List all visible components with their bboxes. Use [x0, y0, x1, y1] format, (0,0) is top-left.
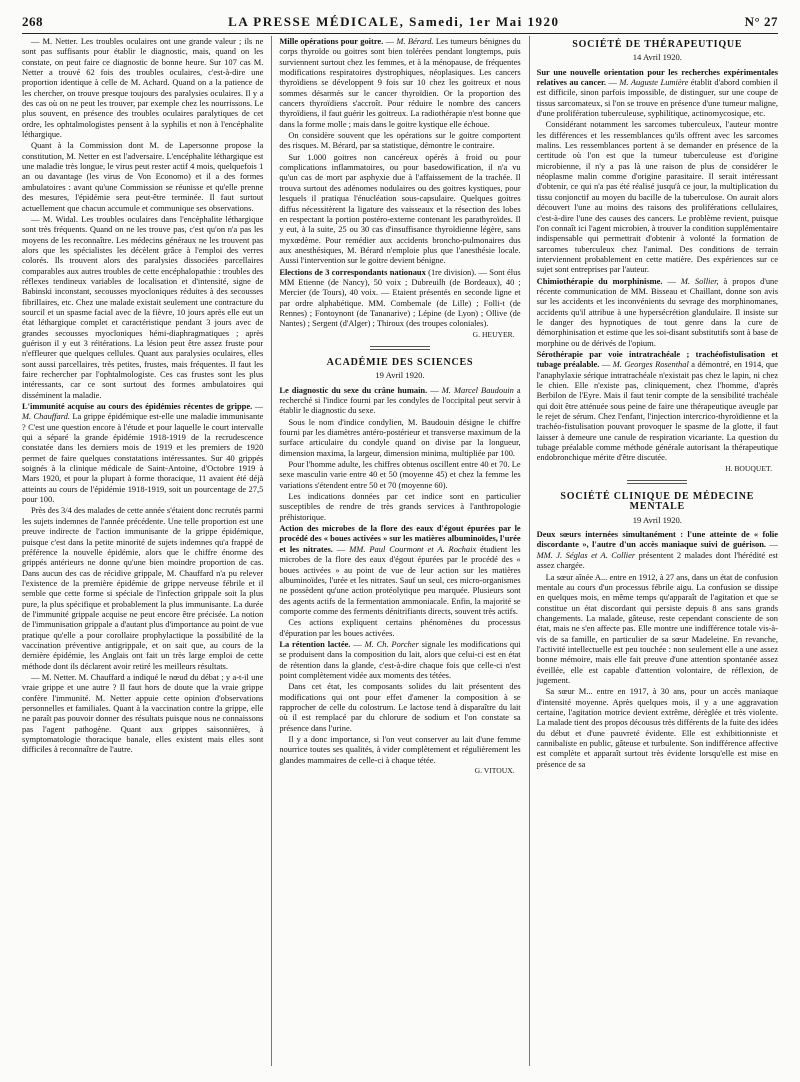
section-title: SOCIÉTÉ DE THÉRAPEUTIQUE — [572, 39, 743, 50]
article-text: présentent 2 malades dont l'hérédité est assez chargée. — [536, 549, 778, 571]
paragraph: — M. Netter. M. Chauffard a indiqué le nœud du débat ; y a-t-il une vraie grippe et une autre ? Il faut hors de doute que la vraie grippe confère l'immunité. M. Netter appuie cette opinion d'observations personnelles et familiales. Quant à la vaccination contre la grippe, elle ne paraît pas pouvoir donner des résultats puisque nous ne connaissons pas l'agent pathogène. Quant aux grippes saisonnières, à symptomatologie thoracique banale, elles existent mais elles sont difficiles à reconnaître de l'autre. — [22, 671, 264, 755]
article-author: M. Bérard. — [396, 36, 434, 46]
article-text: a démontré, en 1914, que l'anaphylaxie sérique intratrachéale n'existait pas chez le lapin, ni chez le chien. Elle n'existe pas, cliniquement, chez l'homme, d'après Berbilon de l'Eyre. Mais il faut tenir compte de la sensibilité trachéale qui doit être atténuée sous peine de faire une thérapeutique aveugle par le rejet de sérum. Chez l'enfant, l'injection intercrico-thyroïdienne et la trachéo-fistulisation pouvant provoquer le spasme de la glotte, il faut laisser à demeure une canule de respiration vicariante. La question du tubage préalable comme méthode générale autorisant la thérapeutique endobronchique mérite d'être discutée. — [536, 359, 778, 463]
article-title: Deux sœurs internées simultanément : l'une atteinte de « folie discordante », l'autre d'un accès maniaque suivi de guérison. — [536, 529, 778, 550]
signature: G. VITOUX. — [474, 766, 515, 776]
section-date: 19 Avril 1920. — [632, 514, 682, 525]
header-rule — [22, 33, 778, 34]
article-text: étudient les microbes de la flore des eaux d'égout épurées par le procédé des « boues activées » au point de vue de leur action sur les matières albuminoïdes, l'urée et les nitrates. Sauf un seul, ces micro-organismes ne possèdent qu'une action protéolytique peu marquée. Plusieurs sont des agents actifs de la fermentation ammoniacale. Enfin, la majorité se comporte comme des ferments dénitrifiants directs, souvent très actifs. — [279, 543, 521, 616]
article-author: M. Auguste Lumière — [619, 77, 689, 88]
paragraph: — M. Netter. Les troubles oculaires ont une grande valeur ; ils ne sont pas suffisants pour établir le diagnostic, mais, quand on les constate, on peut faire ce diagnostic de bonne heure. Sur 107 cas M. Netter a trouvé 62 fois des troubles oculaires, c'est-à-dire une proportion identique à celle de M. Achard. Quand on a la patience de les chercher, on trouve presque toujours des paralysies oculaires. Il y a des cas où on ne peut les trouver, par exemple chez les nourrissons. Le plus souvent, en présence des troubles oculaires paralytiques de cet ordre, les ophtalmologistes pensent à la syphilis et non à l'encéphalite léthargique. — [22, 36, 264, 140]
article-retention: La rétention lactée. — M. Ch. Porcher signale les modifications qui se produisent dans la composition du lait, alors que celui-ci est en état de rétention dans la glande, c'est-à-dire chaque fois que celle-ci n'est point complètement vidée aux moments des tétées. — [279, 638, 521, 680]
paragraph: Considérant notamment les sarcomes tuberculeux, l'auteur montre les différences et les ressemblances qu'ils offrent avec les sarcomes malins. Les ressemblances portent à se demander en présence de la certitude où l'on est que la tumeur tuberculeuse est d'origine microbienne, il n'y a pas là une raison de plus de considérer le néoplasme malin comme d'origine parasitaire. Il serait intéressant d'obtenir, ce qui n'a pas été réalisé jusqu'à ce jour, la multiplication du tissu conjonctif au moyen du bacille de la tuberculose. On aurait alors découvert l'une au moins des raisons des proliférations cellulaires, c'est-à-dire l'une des causes des cancers. Le problème revient, puisque l'on connaît ici l'agent microbien, à trouver la condition supplémentaire indispensable qui permettrait d'obtenir à volonté la formation de sarcomes tuberculeux chez l'animal. Des conditions de terrain interviennent probablement en cette matière. Des expériences sur ce sujet sont entreprises par l'auteur. — [536, 119, 778, 275]
article-author: M. Sollier, — [680, 275, 719, 286]
paragraph: Il y a donc importance, si l'on veut conserver au lait d'une femme nourrice toutes ses qualités, à vider complètement et régulièrement les glandes mammaires de celle-ci à chaque tétée. — [279, 734, 521, 765]
signature: G. HEUYER. — [472, 329, 515, 339]
paragraph: Dans cet état, les composants solides du lait présentent des modifications qui ont pour effet d'amener la composition à se rapprocher de celle du colostrum. Le lactose tend à disparaître du lait où il est remplacé par du chlorure de sodium et l'on constate sa présence dans l'urine. — [279, 681, 521, 733]
article-author: M. Marcel Baudouin — [441, 384, 514, 395]
article-elections — [279, 267, 520, 329]
paragraph: Sur 1.000 goitres non cancéreux opérés à froid ou pour complications inflammatoires, ou pour basedowification, il n'a vu qu'un cas de mort par asphyxie due à l'affaissement de la trachée. Il trouva surtout des adénomes nodulaires ou des goitres kystiques, pour lesquels il pratiqua l'énucléation sous-capsulaire. Quelques goitres diffus nécessitèrent la ligature des vaisseaux et la résection des lobes en respectant la portion postéro-externe contenant les parathyroïdes. Il y eut, à la suite, 25 ou 30 cas d'insuffisance thyroïdienne légère, sans myxœdème. Pour remédier aux accidents broncho-pulmonaires dus aux anesthésiques, M. Bérard n'emploie plus que l'anesthésie locale. Aussi l'intervention sur le goitre devient bénigne. — [279, 151, 521, 266]
article-microbes: Action des microbes de la flore des eaux d'égout épurées par le procédé des « boues activées » sur les matières albuminoïdes, l'urée et les nitrates. — MM. Paul Courmont et A. Rochaix étudient les microbes de la flore des eaux d'égout épurées par le procédé des « boues activées » au point de vue de leur action sur les matières albuminoïdes, l'urée et les nitrates. Sauf un seul, ces micro-organismes ne possèdent qu'une action protéolytique peu marquée. Plusieurs sont des agents actifs de la fermentation ammoniacale. Enfin, la majorité se comporte comme des ferments dénitrifiants directs, souvent très actifs. — [279, 523, 521, 616]
section-separator — [627, 480, 687, 484]
article-title: Sérothérapie par voie intratrachéale ; trachéofistulisation et tubage préalable. — [536, 348, 778, 370]
article-author: MM. Paul Courmont et A. Rochaix — [349, 543, 477, 554]
paragraph: On considère souvent que les opérations sur le goitre comportent des risques. M. Bérard, par sa statistique, démontre le contraire. — [279, 130, 521, 151]
article-soeurs: Deux sœurs internées simultanément : l'une atteinte de « folie discordante », l'autre d'un accès maniaque suivi de guérison. — MM. J. Séglas et A. Collier présentent 2 malades dont l'hérédité est assez chargée. — [536, 529, 778, 571]
section-separator — [370, 346, 430, 350]
page-number: 268 — [22, 14, 43, 29]
paragraph: Quant à la Commission dont M. de Lapersonne propose la constitution, M. Netter en est l'adversaire. L'encéphalite léthargique est une maladie très longue, le virus peut rester actif 4 mois, quelquefois 1 an ou davantage (les virus de Von Economo) et il a des formes ambulatoires : avant qu'une Commission se réunisse et qu'elle prenne des mesures, l'épidémie sera peut-être terminée. Il faut surtout actuellement que chacun accumule et communique ses observations. — [22, 140, 264, 213]
article-title: Chimiothérapie du morphinisme. — [536, 275, 663, 286]
article-title: Mille opérations pour goitre. — [279, 36, 384, 46]
article-author: M. Chauffard. — [22, 411, 71, 422]
article-text: établit d'abord combien il est difficile, sinon parfois impossible, de distinguer, sur une coupe de tissus sarcomateux, si l'on se trouve en présence d'une tumeur maligne, d'une prolifération tuberculeuse, syphilitique, actinomycosique, etc. — [536, 77, 778, 119]
article-title: Action des microbes de la flore des eaux d'égout épurées par le procédé des « boues activées » sur les matières albuminoïdes, l'urée et les nitrates. — [279, 523, 521, 554]
article-cancer: Sur une nouvelle orientation pour les recherches expérimentales relatives au cancer. — M. Auguste Lumière établit d'abord combien il est difficile, sinon parfois impossible, de distinguer, sur une coupe de tissus sarcomateux, si l'on se trouve en présence d'une tumeur maligne, d'une prolifération tuberculeuse, syphilitique, actinomycosique, etc. — [536, 66, 778, 119]
issue-number: N° 27 — [744, 14, 778, 29]
signature: H. BOUQUET. — [725, 463, 772, 473]
article-title: L'immunité acquise au cours des épidémies récentes de grippe. — [22, 401, 253, 412]
paragraph: Ces actions expliquent certains phénomènes du processus d'épuration par les boues activées. — [279, 617, 521, 638]
column-2 — [271, 36, 520, 1066]
article-text: La grippe épidémique est-elle une maladie immunisante ? C'est une question encore à l'étude et pour laquelle le court intervalle qui a séparé la grande épidémie 1918-1919 de la recrudescence constatée dans les derniers mois de 1919 et les premiers de 1920 permet de faire quelques constatations intéressantes. Sur 40 grippés soignés à la clinique médicale de Saint-Antoine, d'Octobre 1919 à Mars 1920, et pour la plupart à forme thoracique, 11 avaient été déjà atteints au cours de l'épidémie 1918-1919, soit un pourcentage de 27,5 pour 100. — [22, 411, 264, 505]
article-author: M. Georges Rosenthal — [612, 359, 689, 370]
paragraph: Les indications données par cet indice sont en particulier susceptibles de rendre de très grands services à l'anthropologie préhistorique. — [279, 491, 521, 522]
article-title: Sur une nouvelle orientation pour les recherches expérimentales relatives au cancer. — [536, 66, 778, 88]
article-text: Les tumeurs bénignes du corps thyroïde ou goitres sont bien tolérées pendant longtemps, puis surviennent surtout chez les femmes, et à la ménopause, de fréquentes modifications respiratoires dystrophiques, néoplasiques. Les cancers thyroïdiens se développent 9 fois sur 10 chez les goitreux et nous sommes désarmés sur le cancer thyroïdien. Or la proportion des cancers thyroïdiens s'accroît. Pour réduire le nombre des cancers thyroïdiens, il faut guérir les goitreux. La radiothérapie n'est bonne que dans la forme molle ; mais dans le goitre kystique elle échoue. — [279, 36, 521, 129]
paragraph: Pour l'homme adulte, les chiffres obtenus oscillent entre 40 et 70. Le sexe masculin varie entre 40 et 50 (moyenne 45) et chez la femme les variations s'étendent entre 50 et 70 (moyenne 60). — [279, 459, 521, 490]
article-text: signale les modifications qui se produisent dans la composition du lait, alors que celui-ci est en état de rétention dans la glande, c'est-à-dire chaque fois que celle-ci n'est point complètement vidée aux moments des tétées. — [279, 638, 521, 680]
running-header — [22, 14, 778, 30]
text-columns — [22, 36, 778, 1066]
article-serotherapie: Sérothérapie par voie intratrachéale ; trachéofistulisation et tubage préalable. — M. Georges Rosenthal a démontré, en 1914, que l'anaphylaxie sérique intratrachéale n'existait pas chez le lapin, ni chez le chien. Elle n'existe pas, cliniquement, chez l'homme, d'après Berbilon de l'Eyre. Mais il faut tenir compte de la sensibilité trachéale qui doit être atténuée sous peine de faire une thérapeutique aveugle par le rejet de sérum. Chez l'enfant, l'injection intercrico-thyroïdienne et la trachéo-fistulisation pouvant provoquer le spasme de la glotte, il faut laisser à demeure une canule de respiration vicariante. La question du tubage préalable comme méthode générale autorisant la thérapeutique endobronchique mérite d'être discutée. — [536, 348, 778, 463]
article-title: Le diagnostic du sexe du crâne humain. — [279, 384, 428, 395]
article-text: (1re division). — Sont élus MM Etienne (de Nancy), 50 voix ; Dubreuilh (de Bordeaux), 40 ; Mercier (de Tours), 40 voix. — Etaient présentés en seconde ligne et par ordre alphabétique. MM. Combemale (de Lille) ; Folli-t (de Rennes) ; Fontoynont (de Tananarive) ; Lépine (de Lyon) ; Ollive (de Nantes) ; Sergent (d'Alger) ; Thiroux (des troupes coloniales). — [279, 266, 521, 329]
section-date: 19 Avril 1920. — [375, 370, 425, 381]
article-author: MM. J. Séglas et A. Collier — [536, 549, 636, 560]
paragraph: La sœur aînée A... entre en 1912, à 27 ans, dans un état de confusion mentale au cours d'un processus fébrile aigu. La confusion se dissipe en quelques mois, en même temps qu'apparaît de l'agitation et que se constitue un état discordant qui persiste depuis 8 ans sans grands changements. La malade, gâteuse, reste cependant consciente de son état, mais ne s'en affecte pas. Elle montre une indifférence totale vis-à-vis de sa famille, en particulier de sa sœur Madeleine. En revanche, l'activité intellectuelle est peu touchée : non seulement elle a une assez bonne mémoire, mais elle fait preuve d'une attention spontanée assez éveillée, elle est capable d'attention volontaire, de réflexion, de jugement. — [536, 571, 778, 685]
paragraph: — M. Widal. Les troubles oculaires dans l'encéphalite léthargique sont très fréquents. Quand on ne les trouve pas, c'est qu'on n'a pas les moyens de les reconnaître. Les médecins généraux ne les trouvent pas alors que les spécialistes les décèlent grâce à l'emploi des verres colorés. Ils trouvent alors des paralysies dissociées parcellaires comparables aux autres troubles de cette encéphalopathie : troubles des réflexes tendineux variables de localisation et d'intensité, signe de Babinski inconstant, secousses myocloniques réduites à des secousses fibrillaires, etc. Chez une malade existait seulement une contracture du sourcil et un spasme facial avec de la fièvre, 10 jours après elle eut un état léthargique complet et caractéristique pendant 3 jours avec de grandes secousses myocloniques hémi-diaphragmatiques ; après guérison il y eut 3 réitérations. La lésion peut être assez fruste pour n'effleurer que quelques cellules. Quant aux paralysies oculaires, elles sont aussi parcellaires, très petites, frustes, mais fréquentes. Il faut les faire rechercher par l'ophtalmologiste. Ces cas frustes sont les plus intéressants, car ce sont surtout des formes ambulatoires qui disséminent la maladie. — [22, 213, 264, 400]
journal-title: LA PRESSE MÉDICALE, Samedi, 1er Mai 1920 — [228, 14, 560, 29]
article-text: a recherché si l'indice fourni par les condyles de l'occipital peut servir à établir le diagnostic du sexe. — [279, 384, 521, 416]
article-author: M. Ch. Porcher — [364, 638, 419, 649]
section-title: SOCIÉTÉ CLINIQUE DE MÉDECINE MENTALE — [560, 491, 755, 513]
column-1 — [22, 36, 263, 1066]
article-text: à propos d'une récente communication de MM. Bisseau et Chaillant, donne son avis sur les accidents et les inconvénients du sevrage des morphinomanes, accidents qu'il attribue à une hypersécrétion glandulaire. Il insiste sur le danger des hypnotiques de tout genre dans la cure de démorphinisation et estime que les soi-disant substitutifs sont à base de morphine ou de dérivés de l'opium. — [536, 275, 778, 348]
article-chauffard: L'immunité acquise au cours des épidémies récentes de grippe. — M. Chauffard. La grippe épidémique est-elle une maladie immunisante ? C'est une question encore à l'étude et pour laquelle le court intervalle qui a séparé la grande épidémie 1918-1919 de la recrudescence constatée dans les derniers mois de 1919 et les premiers de 1920 permet de faire quelques constatations intéressantes. Sur 40 grippés soignés à la clinique médicale de Saint-Antoine, d'Octobre 1919 à Mars 1920, et pour la plupart à forme thoracique, 11 avaient été déjà atteints au cours de l'épidémie 1918-1919, soit un pourcentage de 27,5 pour 100. — [22, 401, 264, 505]
article-morphinisme: Chimiothérapie du morphinisme. — M. Sollier, à propos d'une récente communication de MM. Bisseau et Chaillant, donne son avis sur les accidents et les inconvénients du sevrage des morphinomanes, accidents qu'il attribue à une hypersécrétion glandulaire. Il insiste sur le danger des hypnotiques de tout genre dans la cure de démorphinisation et estime que les soi-disant substitutifs sont à base de morphine ou de dérivés de l'opium. — [536, 275, 778, 348]
section-date: 14 Avril 1920. — [632, 52, 682, 63]
paragraph: Sous le nom d'indice condylien, M. Baudouin désigne le chiffre fourni par les diamètres antéro-postérieur et transverse maximum de la surface articulaire du condyle quand on divise par la longueur, dimension maxima, la largeur, dimension minima, multipliée par 100. — [279, 416, 521, 458]
column-3 — [529, 36, 778, 1066]
section-title: ACADÉMIE DES SCIENCES — [326, 356, 474, 368]
paragraph: Sa sœur M... entre en 1917, à 30 ans, pour un accès maniaque d'intensité moyenne. Après quelques mois, il y a une aggravation certaine, l'agitation motrice devient extrême, dérèglée et très violente. La malade tient des propos décousus très différents de la fuite des idées du début et d'une pauvreté évidente. Elle est exhibitionniste et cannibaliste en public, gâteuse et turbulente. Son indifférence affective est complète et apparaît surtout très évidente lorsqu'elle est mise en présence de sa — [536, 686, 778, 769]
article-goitre: Mille opérations pour goitre. — M. Bérard. Les tumeurs bénignes du corps thyroïde ou goitres sont bien tolérées pendant longtemps, puis surviennent surtout chez les femmes, et à la ménopause, de fréquentes modifications respiratoires dystrophiques, néoplasiques. Les cancers thyroïdiens se développent 9 fois sur 10 chez les goitreux et nous sommes désarmés sur le cancer thyroïdien. Or la proportion des cancers thyroïdiens s'accroît. Pour réduire le nombre des cancers thyroïdiens, il faut guérir les goitreux. La radiothérapie n'est bonne que dans la forme molle ; mais dans le goitre kystique elle échoue. — [279, 36, 521, 129]
article-crane: Le diagnostic du sexe du crâne humain. — M. Marcel Baudouin a recherché si l'indice fourni par les condyles de l'occipital peut servir à établir le diagnostic du sexe. — [279, 384, 521, 416]
article-title: La rétention lactée. — [279, 638, 351, 649]
article-title: Elections de 3 correspondants nationaux — [279, 266, 426, 277]
paragraph: Près des 3/4 des malades de cette année s'étaient donc recrutés parmi les sujets indemnes de l'année précédente. Une telle proportion est une preuve indirecte de l'action immunisante de la grippe épidémique, puisque c'est dans la petite minorité de sujets indemnes qu'a frappé de préférence la nouvelle épidémie, alors que le chiffre énorme des grippés antérieurs ne donne qu'une bien moindre proportion de cas. Dans aucun des cas de récidive grippale, M. Chauffard n'a pu relever l'existence de la première épidémie de grippe nerveuse fébrile et il semble que cette forme si spéciale de l'infection grippale soit la plus pure, la plus spécifique et probablement la plus immunisante. La durée de l'immunité grippale acquise ne peut encore être précisée. La notion de l'immunisation grippale a d'autant plus d'importance au point de vue pratique qu'elle a pour corollaire prophylactique la possibilité de la vaccination préventive antigrippale, et on sait que, au cours de la dernière épidémie, les Anglais ont fait un très large emploi de cette méthode dont ils déclarent avoir retiré les meilleurs résultats. — [22, 505, 264, 671]
